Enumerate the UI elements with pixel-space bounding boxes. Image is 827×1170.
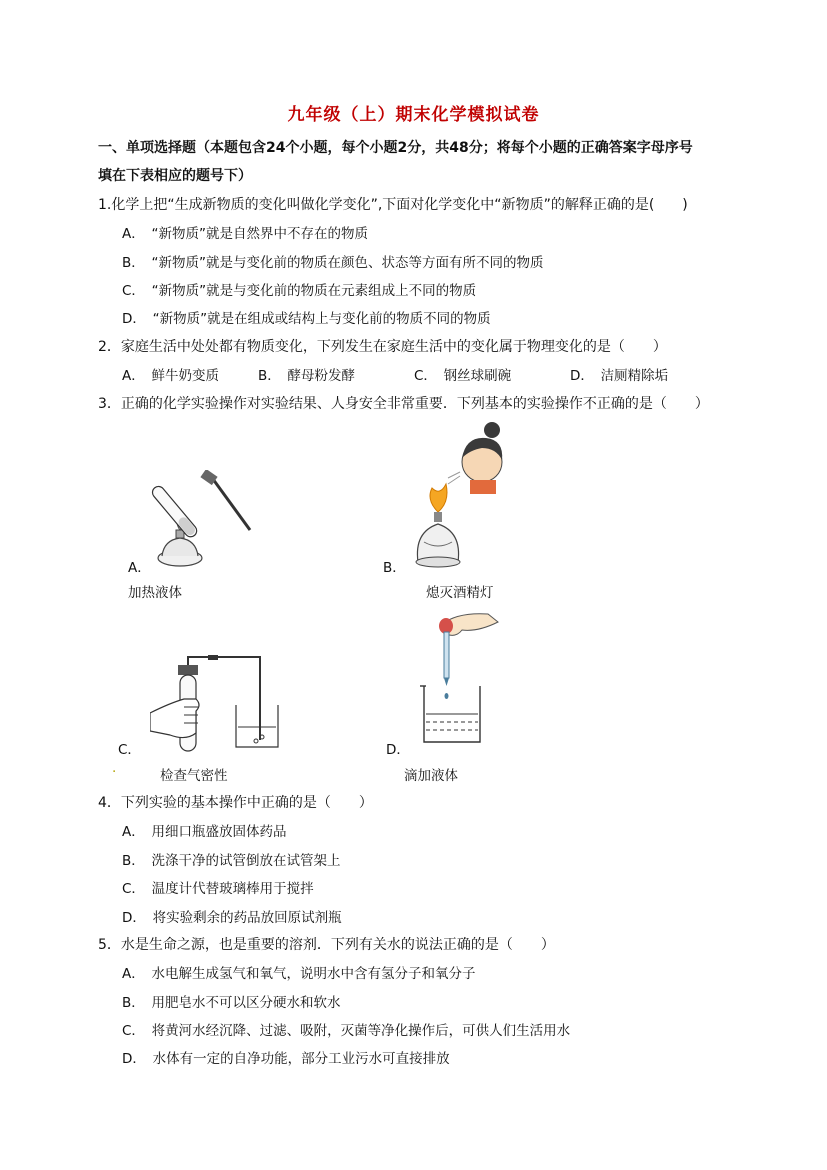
dropping-liquid-icon (418, 610, 508, 750)
question-4-option-c: C． 温度计代替玻璃棒用于搅拌 (122, 881, 314, 897)
extinguish-lamp-icon (410, 422, 510, 572)
page-title: 九年级（上）期末化学模拟试卷 (287, 105, 540, 125)
question-3-stem: 3．正确的化学实验操作对实验结果、人身安全非常重要．下列基本的实验操作不正确的是（ ） (98, 396, 709, 412)
question-2-option-c: C． 钢丝球刷碗 (414, 368, 512, 384)
stray-mark: . (112, 760, 117, 776)
section-heading-line2: 填在下表相应的题号下） (98, 168, 252, 184)
figure-d-letter: D． (386, 742, 410, 758)
figure-c-caption: 检查气密性 (160, 768, 228, 784)
section-heading-line1: 一、单项选择题（本题包含24个小题，每个小题2分，共48分；将每个小题的正确答案字母序号 (98, 140, 693, 156)
question-1-stem: 1.化学上把“生成新物质的变化叫做化学变化”,下面对化学变化中“新物质”的解释正确的是( ) (98, 197, 688, 213)
question-4-option-a: A． 用细口瓶盛放固体药品 (122, 824, 287, 840)
figure-c-letter: C． (118, 742, 141, 758)
question-4-option-d: D． 将实验剩余的药品放回原试剂瓶 (122, 910, 342, 926)
question-1-option-b: B． “新物质”就是与变化前的物质在颜色、状态等方面有所不同的物质 (122, 255, 544, 271)
question-1-option-d: D． “新物质”就是在组成或结构上与变化前的物质不同的物质 (122, 311, 491, 327)
question-2-stem: 2．家庭生活中处处都有物质变化，下列发生在家庭生活中的变化属于物理变化的是（ ） (98, 339, 667, 355)
question-4-stem: 4．下列实验的基本操作中正确的是（ ） (98, 795, 373, 811)
question-1-option-a: A． “新物质”就是自然界中不存在的物质 (122, 226, 368, 242)
figure-a-caption: 加热液体 (128, 585, 182, 601)
heating-liquid-icon (150, 470, 260, 570)
question-5-option-c: C． 将黄河水经沉降、过滤、吸附，灭菌等净化操作后，可供人们生活用水 (122, 1023, 571, 1039)
question-5-option-b: B． 用肥皂水不可以区分硬水和软水 (122, 995, 341, 1011)
airtightness-check-icon (150, 655, 280, 755)
question-5-option-a: A． 水电解生成氢气和氧气，说明水中含有氢分子和氧分子 (122, 966, 476, 982)
figure-b-caption: 熄灭酒精灯 (426, 585, 494, 601)
question-5-option-d: D． 水体有一定的自净功能，部分工业污水可直接排放 (122, 1051, 450, 1067)
question-2-option-b: B． 酵母粉发酵 (258, 368, 356, 384)
question-5-stem: 5．水是生命之源，也是重要的溶剂．下列有关水的说法正确的是（ ） (98, 937, 555, 953)
question-2-option-d: D． 洁厕精除垢 (570, 368, 669, 384)
figure-b-letter: B． (383, 560, 406, 576)
figure-d-caption: 滴加液体 (404, 768, 458, 784)
question-4-option-b: B． 洗涤干净的试管倒放在试管架上 (122, 853, 341, 869)
figure-a-letter: A． (128, 560, 151, 576)
question-1-option-c: C． “新物质”就是与变化前的物质在元素组成上不同的物质 (122, 283, 477, 299)
question-2-option-a: A． 鲜牛奶变质 (122, 368, 219, 384)
